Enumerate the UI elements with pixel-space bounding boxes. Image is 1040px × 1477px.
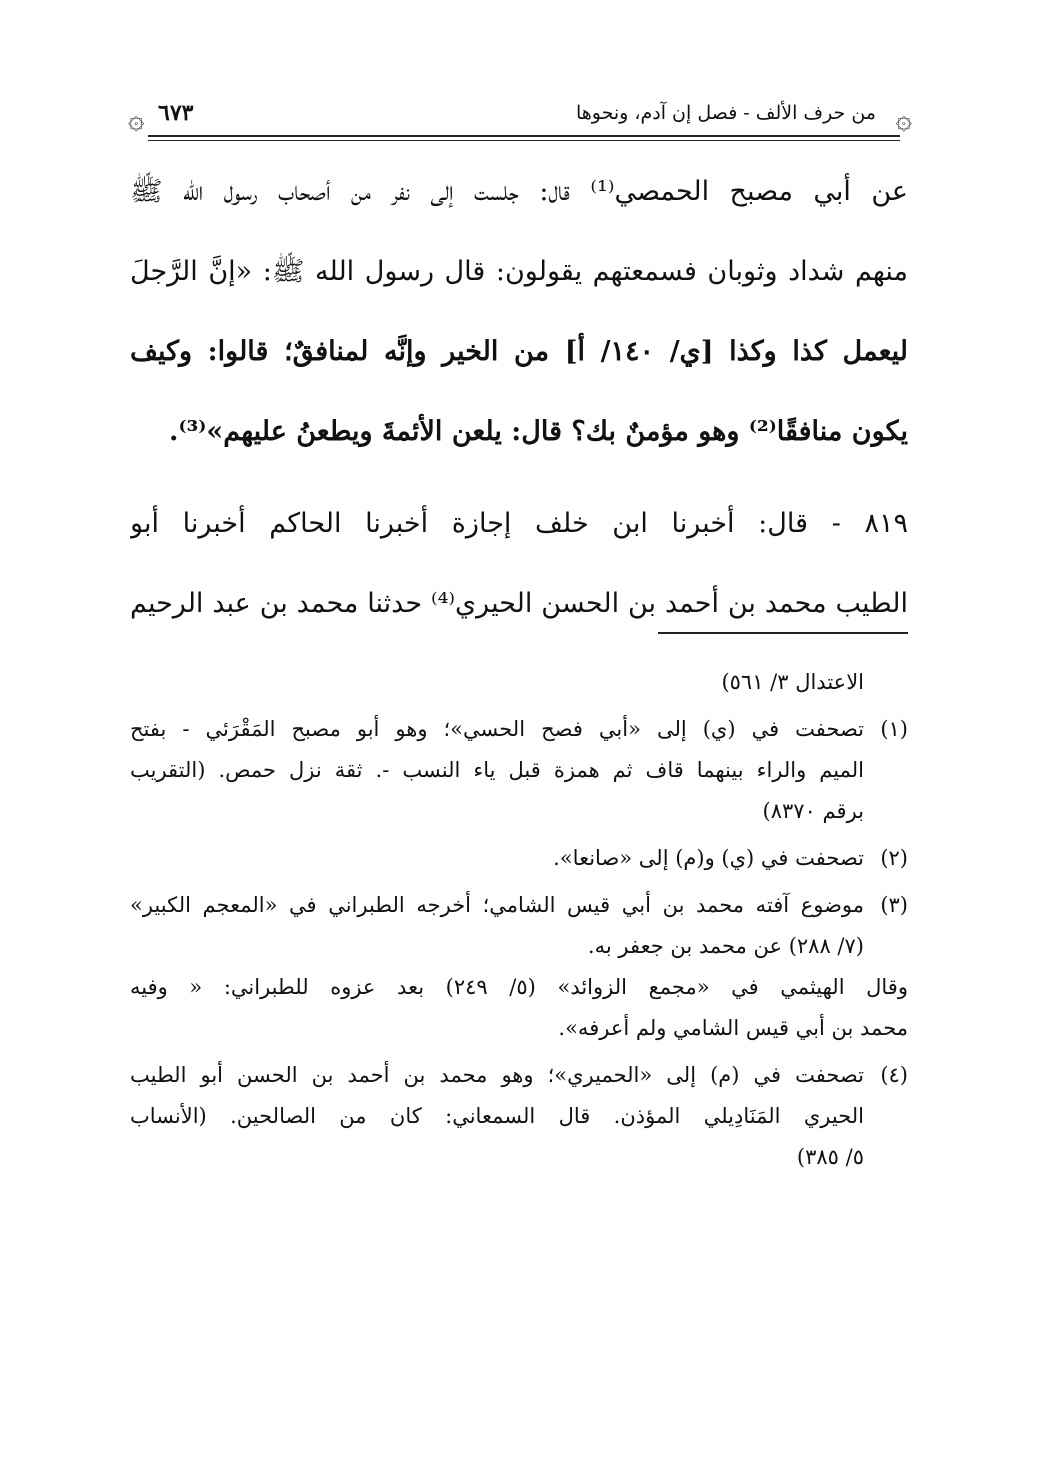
footnote-3 — [130, 885, 908, 1049]
page-header — [128, 98, 920, 144]
footnote-4 — [130, 1055, 908, 1178]
footnote-number: (٤) — [880, 1063, 908, 1087]
footnote-line: ٥/ ٣٨٥) — [796, 1145, 864, 1169]
page-number: ٦٧٣ — [158, 100, 194, 126]
main-text — [130, 152, 908, 644]
text-line: الطيب محمد بن أحمد بن الحسن الحيري⁽⁴⁾ حدثنا محمد بن عبد الرحيم — [130, 588, 908, 619]
footnote-line: الحيري المَنَادِيلي المؤذن. قال السمعاني: كان من الصالحين. (الأنساب — [130, 1104, 864, 1128]
footnote-number: (٢) — [880, 846, 908, 870]
header-chapter-title: من حرف الألف - فصل إن آدم، ونحوها — [575, 102, 876, 124]
header-rule — [148, 135, 900, 141]
footnote-line: تصحفت في (ي) و(م) إلى «صانعا». — [553, 846, 864, 870]
footnote-number: (١) — [880, 717, 908, 741]
footnote-1 — [130, 709, 908, 832]
footnote-line: تصحفت في (م) إلى «الحميري»؛ وهو محمد بن أحمد بن الحسن أبو الطيب — [130, 1063, 864, 1087]
footnotes — [130, 662, 908, 1178]
text-line: ليعمل كذا وكذا [ي/ ١٤٠/ أ] من الخير وإنَّه لمنافقٌ؛ قالوا: وكيف — [130, 336, 908, 367]
footnote-line: تصحفت في (ي) إلى «أبي فصح الحسي»؛ وهو أبو مصبح المَقْرَئي - بفتح — [130, 717, 864, 741]
text-line: عن أبي مصبح الحمصي⁽¹⁾ قال: جلست إلى نفر من أصحاب رسول الله ﷺ — [130, 176, 908, 207]
header-ornament-left-icon: ۞ — [128, 102, 145, 135]
footnote-line: موضوع آفته محمد بن أبي قيس الشامي؛ أخرجه الطبراني في «المعجم الكبير» — [130, 893, 864, 917]
footnote-line: برقم ٨٣٧٠) — [762, 799, 864, 823]
footnote-separator — [658, 632, 908, 634]
footnote-line: (٧/ ٢٨٨) عن محمد بن جعفر به. — [587, 934, 864, 958]
text-line: ٨١٩ - قال: أخبرنا ابن خلف إجازة أخبرنا الحاكم أخبرنا أبو — [130, 508, 908, 539]
text-line: يكون منافقًا⁽²⁾ وهو مؤمنٌ بك؟ قال: يلعن الأئمةَ ويطعنُ عليهم»⁽³⁾. — [169, 416, 908, 447]
footnote-line: محمد بن أبي قيس الشامي ولم أعرفه». — [558, 1016, 908, 1040]
text-line: منهم شداد وثوبان فسمعتهم يقولون: قال رسول الله ﷺ: «إنَّ الرَّجلَ — [130, 256, 908, 287]
header-ornament-right-icon: ۞ — [895, 102, 912, 135]
footnote-line: وقال الهيثمي في «مجمع الزوائد» (٥/ ٢٤٩) بعد عزوه للطبراني: « وفيه — [130, 975, 908, 999]
footnote-continuation: الاعتدال ٣/ ٥٦١) — [721, 670, 864, 694]
footnote-number: (٣) — [880, 893, 908, 917]
footnote-2 — [130, 838, 908, 879]
footnote-line: الميم والراء بينهما قاف ثم همزة قبل ياء النسب -. ثقة نزل حمص. (التقريب — [130, 758, 864, 782]
